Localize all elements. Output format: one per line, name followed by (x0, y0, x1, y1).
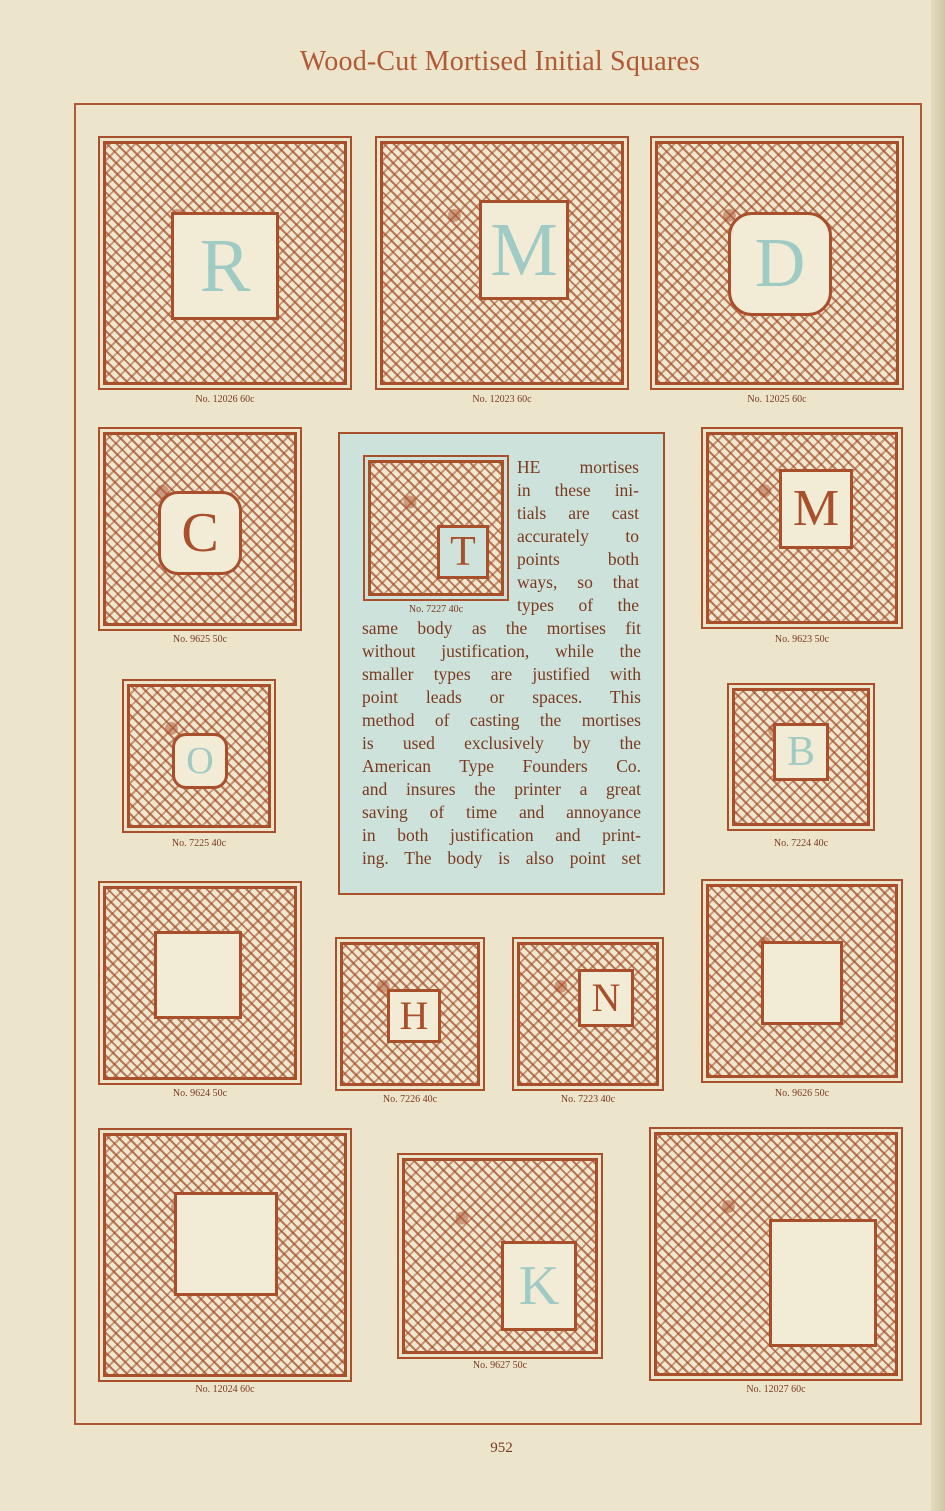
caption-7223: No. 7223 40c (560, 1094, 616, 1105)
paragraph-line: types of the (517, 595, 639, 615)
caption-7225: No. 7225 40c (171, 838, 227, 849)
initial-letter-d: D (728, 212, 832, 316)
caption-12023: No. 12023 60c (472, 394, 532, 405)
initial-blank-12027 (769, 1219, 877, 1347)
initial-letter-t: T (437, 525, 489, 579)
caption-7227: No. 7227 40c (408, 604, 464, 615)
initial-letter-o: O (172, 733, 228, 789)
paragraph-line: HE mortises (517, 457, 639, 477)
initial-square-t (368, 460, 504, 596)
caption-7226: No. 7226 40c (382, 1094, 438, 1105)
initial-square-blank-9626 (706, 884, 898, 1078)
paragraph-line: point leads or spaces. This (362, 687, 641, 707)
initial-square-r (103, 141, 347, 385)
initial-square-blank-12027 (654, 1132, 898, 1376)
paragraph-line: saving of time and annoyance (362, 802, 641, 822)
caption-9625: No. 9625 50c (172, 634, 228, 645)
initial-square-blank-9624 (103, 886, 297, 1080)
initial-square-k (402, 1158, 598, 1354)
initial-letter-h: H (387, 989, 441, 1043)
initial-square-m-large (380, 141, 624, 385)
initial-letter-n: N (578, 969, 634, 1027)
paragraph-full-width (362, 617, 641, 870)
initial-square-m-small (706, 432, 898, 624)
initial-letter-k: K (501, 1241, 577, 1331)
caption-12025: No. 12025 60c (747, 394, 807, 405)
paragraph-line: smaller types are justified with (362, 664, 641, 684)
initial-square-h (340, 942, 480, 1086)
paragraph-line: ways, so that (517, 572, 639, 592)
initial-letter-m-small: M (779, 469, 853, 549)
paragraph-line: in both justification and print- (362, 825, 641, 845)
initial-square-blank-12024 (103, 1133, 347, 1377)
description-panel (338, 432, 665, 895)
initial-letter-m-large: M (479, 200, 569, 300)
initial-square-b (732, 688, 870, 826)
initial-square-d (655, 141, 899, 385)
paragraph-line: without justification, while the (362, 641, 641, 661)
caption-12027: No. 12027 60c (746, 1384, 806, 1395)
page-title: Wood-Cut Mortised Initial Squares (299, 46, 701, 77)
caption-9623: No. 9623 50c (774, 634, 830, 645)
paragraph-line: points both (517, 549, 639, 569)
paragraph-line: accurately to (517, 526, 639, 546)
paragraph-line: ing. The body is also point set (362, 848, 641, 868)
paragraph-line: tials are cast (517, 503, 639, 523)
caption-9624: No. 9624 50c (172, 1088, 228, 1099)
caption-9627: No. 9627 50c (472, 1360, 528, 1371)
caption-12024: No. 12024 60c (195, 1384, 255, 1395)
initial-blank-9624 (154, 931, 242, 1019)
paragraph-line: method of casting the mortises (362, 710, 641, 730)
paragraph-line: same body as the mortises fit (362, 618, 641, 638)
caption-9626: No. 9626 50c (774, 1088, 830, 1099)
initial-square-c (103, 432, 297, 626)
caption-12026: No. 12026 60c (195, 394, 255, 405)
initial-letter-b: B (773, 723, 829, 781)
paragraph-beside-initial (517, 456, 639, 617)
initial-square-n (517, 942, 659, 1086)
initial-letter-r: R (171, 212, 279, 320)
initial-blank-9626 (761, 941, 843, 1025)
page-edge-shadow (931, 0, 945, 1511)
initial-letter-c: C (158, 491, 242, 575)
page-number: 952 (490, 1440, 513, 1456)
paragraph-line: American Type Founders Co. (362, 756, 641, 776)
paragraph-line: and insures the printer a great (362, 779, 641, 799)
initial-blank-12024 (174, 1192, 278, 1296)
paragraph-line: in these ini- (517, 480, 639, 500)
paragraph-line: is used exclusively by the (362, 733, 641, 753)
caption-7224: No. 7224 40c (773, 838, 829, 849)
initial-square-o (127, 684, 271, 828)
